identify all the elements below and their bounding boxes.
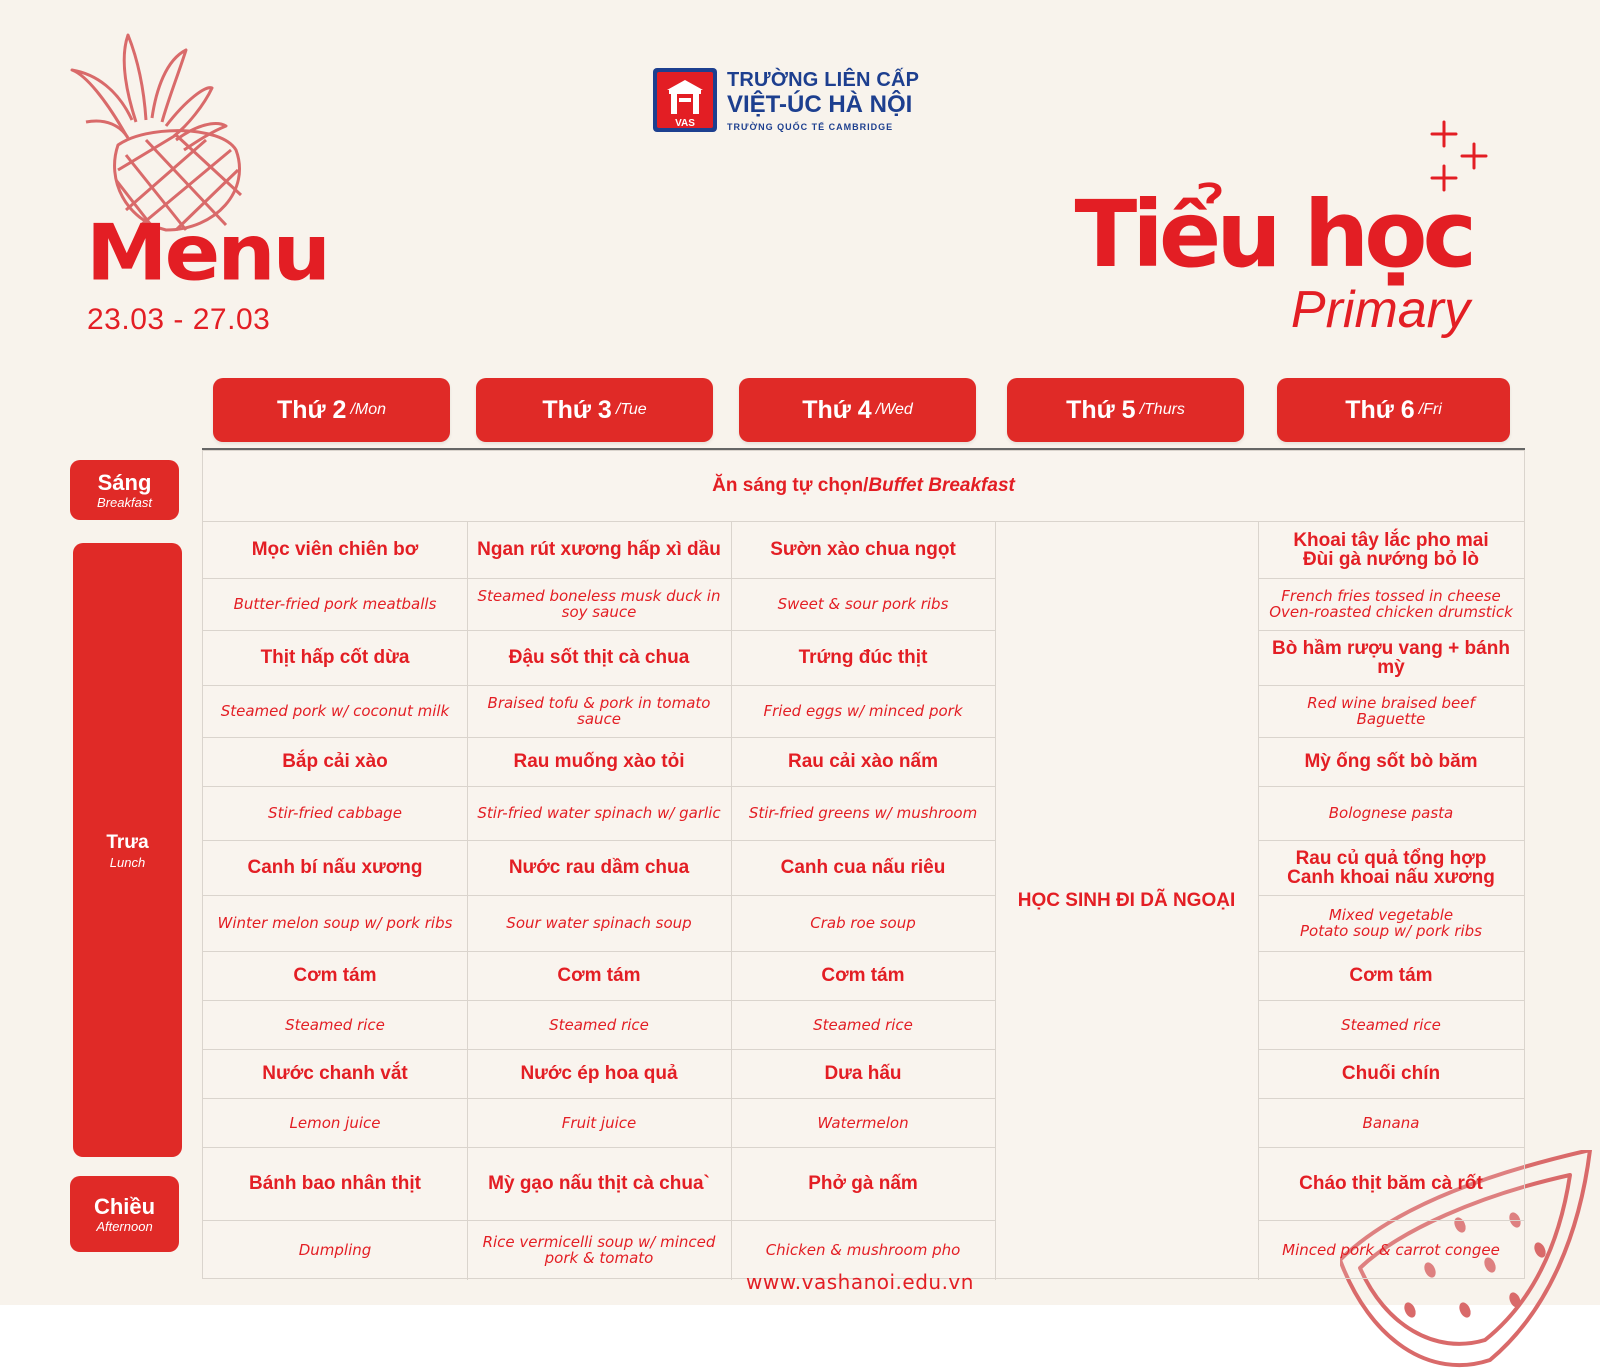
lunch-dish-en-mon bbox=[203, 685, 467, 737]
menu-table bbox=[202, 450, 1525, 1279]
afternoon-dish-mon bbox=[203, 1147, 467, 1220]
lunch-dish-wed bbox=[731, 737, 995, 786]
lunch-dish-en-wed bbox=[731, 895, 995, 951]
lunch-dish-wed bbox=[731, 951, 995, 1000]
lunch-dish-en-wed bbox=[731, 578, 995, 630]
lunch-dish-en-tue-text: Sour water spinach soup bbox=[506, 914, 692, 932]
lunch-dish-fri bbox=[1258, 951, 1524, 1000]
lunch-dish-en-tue bbox=[467, 685, 731, 737]
lunch-dish-en-tue-text: Stir-fried water spinach w/ garlic bbox=[477, 804, 721, 822]
breakfast-cell bbox=[203, 451, 1524, 521]
lunch-dish-en-fri bbox=[1258, 895, 1524, 951]
meal-label-en: Lunch bbox=[109, 854, 146, 870]
afternoon-dish-en-wed-text: Chicken & mushroom pho bbox=[765, 1241, 961, 1259]
school-tagline: TRƯỜNG QUỐC TẾ CAMBRIDGE bbox=[727, 122, 894, 132]
breakfast-vn: Ăn sáng tự chọn/ bbox=[712, 475, 869, 496]
lunch-dish-wed bbox=[731, 521, 995, 578]
afternoon-dish-wed-text: Phở gà nấm bbox=[808, 1173, 918, 1194]
lunch-dish-en-tue bbox=[467, 786, 731, 840]
lunch-dish-fri bbox=[1258, 521, 1524, 578]
lunch-dish-fri-text: Bò hầm rượu vang + bánh mỳ bbox=[1272, 637, 1510, 678]
afternoon-dish-fri bbox=[1258, 1147, 1524, 1220]
lunch-dish-wed-text: Sườn xào chua ngọt bbox=[770, 539, 956, 560]
date-range: 23.03 - 27.03 bbox=[87, 303, 271, 336]
lunch-dish-en-fri-text: Banana bbox=[1362, 1113, 1420, 1132]
day-header-tue bbox=[476, 378, 713, 442]
lunch-dish-mon bbox=[203, 1049, 467, 1098]
lunch-dish-en-tue bbox=[467, 1000, 731, 1049]
breakfast-en: Buffet Breakfast bbox=[868, 475, 1015, 496]
logo-initials: VAS bbox=[675, 118, 695, 129]
lunch-dish-en-wed-text: Steamed rice bbox=[813, 1015, 913, 1034]
lunch-dish-mon-text: Nước chanh vắt bbox=[262, 1063, 408, 1084]
lunch-dish-fri-text: Rau củ quả tổng hợp Canh khoai nấu xương bbox=[1287, 847, 1495, 888]
lunch-dish-en-fri-text: Steamed rice bbox=[1341, 1015, 1441, 1034]
lunch-dish-en-mon bbox=[203, 1000, 467, 1049]
lunch-dish-mon-text: Bắp cải xào bbox=[282, 751, 388, 772]
lunch-dish-fri bbox=[1258, 1049, 1524, 1098]
lunch-dish-en-tue-text: Braised tofu & pork in tomato sauce bbox=[487, 694, 711, 728]
lunch-dish-wed bbox=[731, 840, 995, 895]
school-logo bbox=[653, 68, 919, 132]
meal-label-lunch bbox=[73, 543, 182, 1157]
day-label: Thứ 5 bbox=[1066, 395, 1136, 424]
meal-label-afternoon bbox=[70, 1176, 179, 1252]
day-label: Thứ 4 bbox=[802, 395, 872, 424]
afternoon-dish-wed bbox=[731, 1147, 995, 1220]
lunch-dish-en-wed-text: Crab roe soup bbox=[810, 914, 916, 932]
lunch-dish-tue bbox=[467, 840, 731, 895]
thursday-note-text: HỌC SINH ĐI DÃ NGOẠI bbox=[1017, 889, 1236, 911]
lunch-dish-en-wed-text: Watermelon bbox=[817, 1113, 909, 1132]
lunch-dish-fri-text: Mỳ ống sốt bò băm bbox=[1304, 751, 1478, 772]
lunch-dish-fri-text: Khoai tây lắc pho mai Đùi gà nướng bỏ lò bbox=[1293, 529, 1489, 570]
lunch-dish-wed bbox=[731, 1049, 995, 1098]
lunch-dish-en-fri-text: French fries tossed in cheese Oven-roasted chicken drumstick bbox=[1269, 587, 1513, 621]
lunch-dish-en-mon-text: Butter-fried pork meatballs bbox=[233, 595, 437, 613]
lunch-dish-tue-text: Đậu sốt thịt cà chua bbox=[508, 647, 690, 668]
level-title-en: Primary bbox=[1290, 281, 1470, 339]
lunch-dish-mon bbox=[203, 840, 467, 895]
lunch-dish-fri-text: Chuối chín bbox=[1341, 1063, 1441, 1084]
afternoon-dish-tue bbox=[467, 1147, 731, 1220]
day-label-en: /Wed bbox=[875, 401, 913, 418]
day-label-en: /Thurs bbox=[1139, 401, 1185, 418]
website-url: www.vashanoi.edu.vn bbox=[746, 1270, 974, 1294]
day-label: Thứ 2 bbox=[276, 395, 347, 424]
day-header-fri bbox=[1277, 378, 1510, 442]
lunch-dish-en-tue bbox=[467, 1098, 731, 1147]
afternoon-dish-en-fri-text: Minced pork & carrot congee bbox=[1282, 1241, 1500, 1259]
lunch-dish-en-fri bbox=[1258, 1000, 1524, 1049]
lunch-dish-en-fri-text: Bolognese pasta bbox=[1328, 804, 1454, 822]
afternoon-dish-en-mon-text: Dumpling bbox=[298, 1241, 372, 1259]
lunch-dish-en-tue-text: Steamed boneless musk duck in soy sauce bbox=[477, 587, 721, 621]
afternoon-dish-tue-text: Mỳ gạo nấu thịt cà chua` bbox=[488, 1173, 710, 1194]
lunch-dish-en-mon-text: Stir-fried cabbage bbox=[268, 804, 402, 822]
lunch-dish-en-fri bbox=[1258, 685, 1524, 737]
lunch-dish-fri bbox=[1258, 840, 1524, 895]
lunch-dish-mon bbox=[203, 521, 467, 578]
lunch-dish-en-mon bbox=[203, 895, 467, 951]
lunch-dish-tue-text: Rau muống xào tỏi bbox=[513, 751, 685, 772]
lunch-dish-en-wed bbox=[731, 1098, 995, 1147]
lunch-dish-mon-text: Thịt hấp cốt dừa bbox=[260, 647, 410, 668]
day-label-en: /Tue bbox=[615, 401, 647, 418]
meal-label-vn: Chiều bbox=[93, 1193, 156, 1219]
lunch-dish-en-mon bbox=[203, 786, 467, 840]
lunch-dish-en-wed bbox=[731, 786, 995, 840]
school-name-line2: VIỆT-ÚC HÀ NỘI bbox=[727, 91, 913, 118]
day-label-en: /Fri bbox=[1418, 401, 1442, 418]
lunch-dish-en-fri bbox=[1258, 786, 1524, 840]
day-header-mon bbox=[213, 378, 450, 442]
day-label-en: /Mon bbox=[350, 401, 387, 418]
school-crest-icon bbox=[653, 68, 717, 132]
lunch-dish-wed bbox=[731, 630, 995, 685]
lunch-dish-tue-text: Nước rau dầm chua bbox=[508, 857, 690, 878]
lunch-dish-wed-text: Dưa hấu bbox=[824, 1063, 902, 1084]
afternoon-dish-mon-text: Bánh bao nhân thịt bbox=[248, 1173, 422, 1194]
lunch-dish-en-mon-text: Lemon juice bbox=[289, 1113, 381, 1132]
lunch-dish-en-wed bbox=[731, 1000, 995, 1049]
menu-title: Menu bbox=[86, 208, 328, 299]
lunch-dish-wed-text: Trứng đúc thịt bbox=[798, 647, 928, 668]
meal-label-en: Breakfast bbox=[97, 494, 152, 510]
lunch-dish-wed-text: Rau cải xào nấm bbox=[788, 751, 938, 772]
meal-label-vn: Trưa bbox=[106, 831, 149, 853]
lunch-dish-fri-text: Cơm tám bbox=[1349, 965, 1433, 986]
lunch-dish-wed-text: Cơm tám bbox=[821, 965, 905, 986]
lunch-dish-tue bbox=[467, 630, 731, 685]
lunch-dish-mon bbox=[203, 951, 467, 1000]
lunch-dish-tue-text: Ngan rút xương hấp xì dầu bbox=[477, 539, 721, 560]
lunch-dish-en-mon-text: Steamed pork w/ coconut milk bbox=[220, 702, 450, 720]
day-label: Thứ 3 bbox=[542, 395, 612, 424]
lunch-dish-en-mon bbox=[203, 578, 467, 630]
lunch-dish-en-fri bbox=[1258, 1098, 1524, 1147]
thursday-note bbox=[995, 521, 1258, 1280]
lunch-dish-wed-text: Canh cua nấu riêu bbox=[780, 857, 946, 878]
day-header-thu bbox=[1007, 378, 1244, 442]
afternoon-dish-en-tue-text: Rice vermicelli soup w/ minced pork & tomato bbox=[482, 1233, 716, 1267]
lunch-dish-en-mon-text: Steamed rice bbox=[285, 1015, 385, 1034]
lunch-dish-fri bbox=[1258, 630, 1524, 685]
lunch-dish-en-fri bbox=[1258, 578, 1524, 630]
lunch-dish-en-tue bbox=[467, 578, 731, 630]
lunch-dish-tue bbox=[467, 521, 731, 578]
lunch-dish-en-wed-text: Fried eggs w/ minced pork bbox=[763, 702, 963, 720]
lunch-dish-en-mon bbox=[203, 1098, 467, 1147]
lunch-dish-tue-text: Cơm tám bbox=[557, 965, 641, 986]
lunch-dish-tue-text: Nước ép hoa quả bbox=[520, 1063, 678, 1084]
lunch-dish-mon bbox=[203, 737, 467, 786]
lunch-dish-en-wed-text: Stir-fried greens w/ mushroom bbox=[748, 804, 978, 822]
afternoon-dish-fri-text: Cháo thịt băm cà rốt bbox=[1299, 1173, 1483, 1194]
lunch-dish-tue bbox=[467, 1049, 731, 1098]
lunch-dish-en-wed-text: Sweet & sour pork ribs bbox=[777, 595, 949, 613]
lunch-dish-en-wed bbox=[731, 685, 995, 737]
lunch-dish-tue bbox=[467, 951, 731, 1000]
meal-label-en: Afternoon bbox=[96, 1218, 153, 1234]
school-name-line1: TRƯỜNG LIÊN CẤP bbox=[727, 69, 920, 91]
lunch-dish-en-fri-text: Red wine braised beef Baguette bbox=[1307, 694, 1475, 728]
level-title-vn: Tiểu học bbox=[1074, 181, 1472, 288]
lunch-dish-en-fri-text: Mixed vegetable Potato soup w/ pork ribs bbox=[1300, 906, 1482, 940]
lunch-dish-mon-text: Canh bí nấu xương bbox=[247, 857, 423, 878]
lunch-dish-mon bbox=[203, 630, 467, 685]
day-header-wed bbox=[739, 378, 976, 442]
lunch-dish-en-tue-text: Steamed rice bbox=[549, 1015, 649, 1034]
lunch-dish-fri bbox=[1258, 737, 1524, 786]
lunch-dish-mon-text: Cơm tám bbox=[293, 965, 377, 986]
day-label: Thứ 6 bbox=[1345, 395, 1415, 424]
lunch-dish-en-tue-text: Fruit juice bbox=[561, 1113, 637, 1132]
lunch-dish-en-mon-text: Winter melon soup w/ pork ribs bbox=[217, 914, 453, 932]
lunch-dish-en-tue bbox=[467, 895, 731, 951]
meal-label-vn: Sáng bbox=[97, 469, 152, 495]
lunch-dish-tue bbox=[467, 737, 731, 786]
lunch-dish-mon-text: Mọc viên chiên bơ bbox=[251, 539, 419, 560]
meal-label-breakfast bbox=[70, 460, 179, 520]
